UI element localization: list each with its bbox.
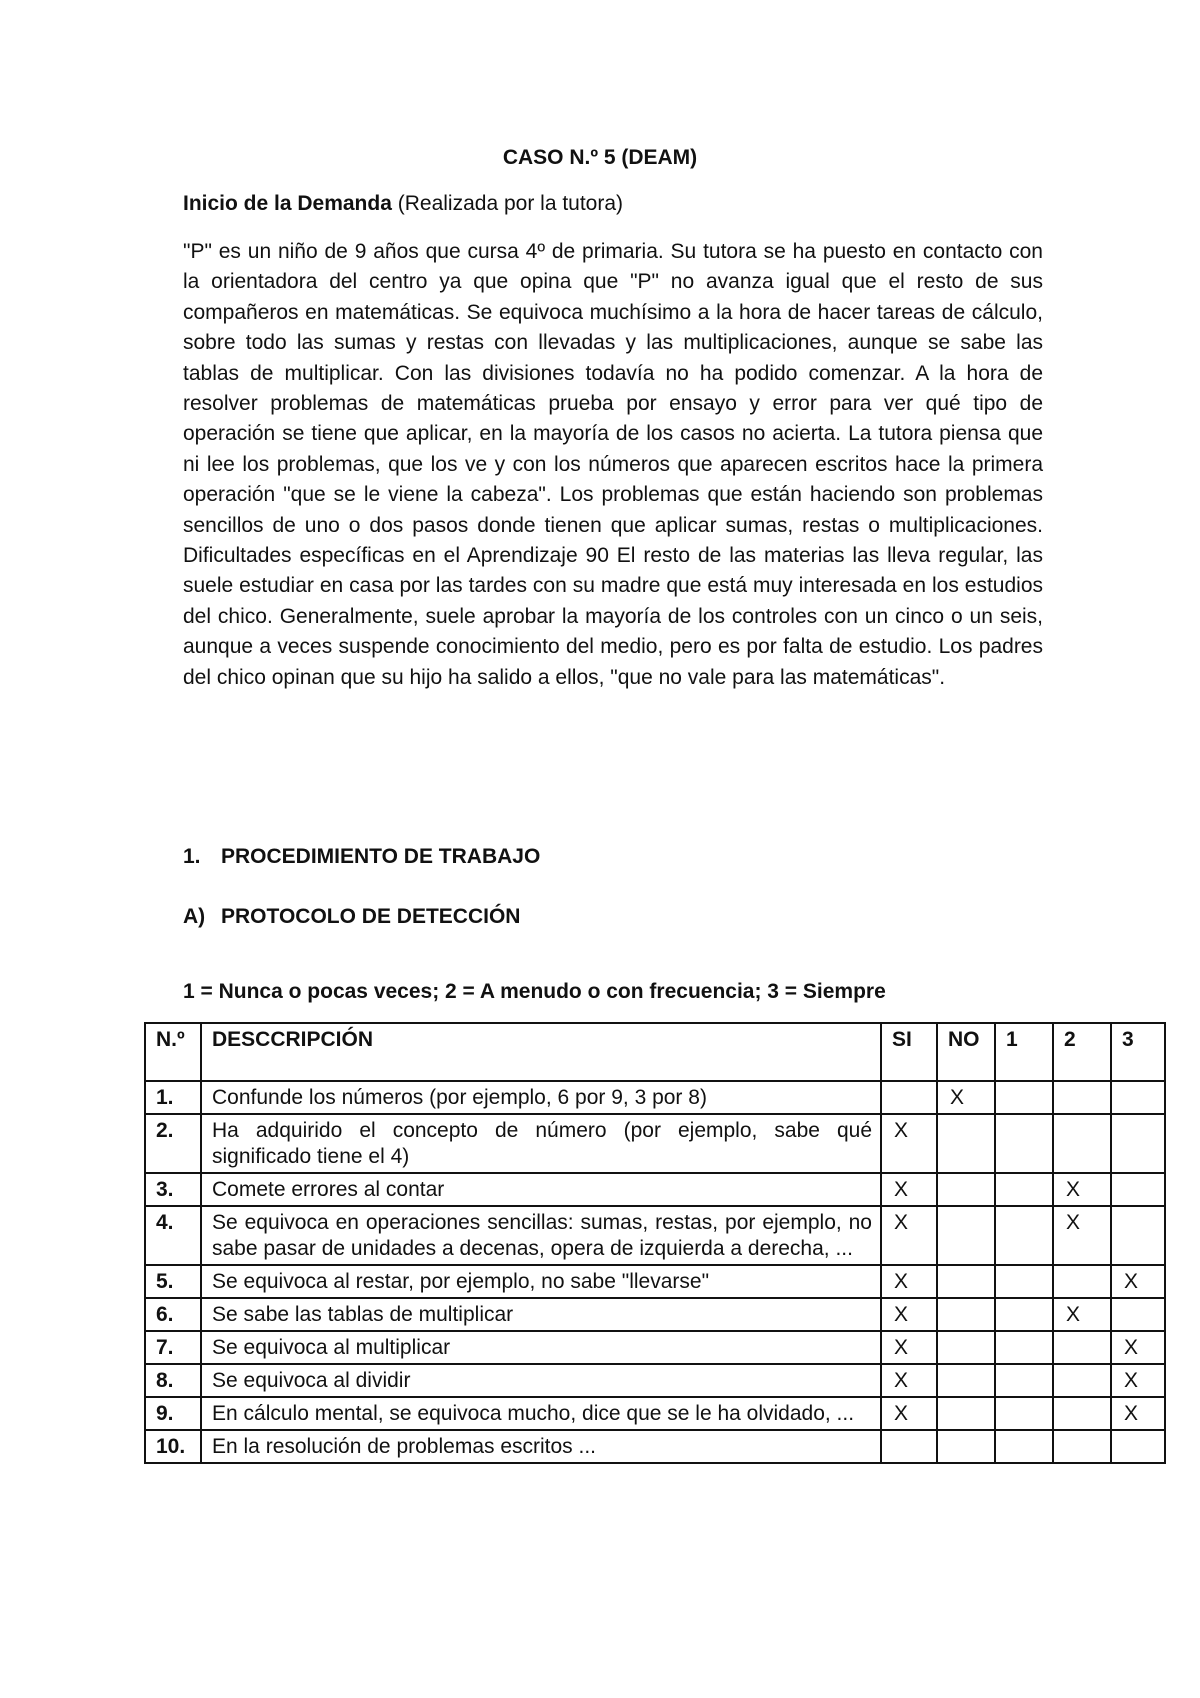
- row-number: 6.: [145, 1298, 201, 1331]
- cell-no: [937, 1206, 995, 1265]
- cell-1: [995, 1265, 1053, 1298]
- cell-2: [1053, 1430, 1111, 1463]
- row-description: Se sabe las tablas de multiplicar: [201, 1298, 881, 1331]
- cell-si: X: [881, 1298, 937, 1331]
- cell-si: X: [881, 1114, 937, 1173]
- row-number: 1.: [145, 1081, 201, 1114]
- table-row: [145, 1265, 1165, 1298]
- table-row: [145, 1397, 1165, 1430]
- header-description: DESCCRIPCIÓN: [201, 1023, 881, 1081]
- cell-no: [937, 1114, 995, 1173]
- cell-1: [995, 1081, 1053, 1114]
- cell-3: [1111, 1173, 1165, 1206]
- cell-3: X: [1111, 1364, 1165, 1397]
- table-row: [145, 1430, 1165, 1463]
- cell-3: X: [1111, 1397, 1165, 1430]
- cell-no: [937, 1173, 995, 1206]
- row-number: 4.: [145, 1206, 201, 1265]
- table-row: [145, 1081, 1165, 1114]
- cell-si: [881, 1081, 937, 1114]
- subsection-title: PROTOCOLO DE DETECCIÓN: [221, 905, 521, 928]
- cell-si: X: [881, 1173, 937, 1206]
- header-no: NO: [937, 1023, 995, 1081]
- cell-3: [1111, 1298, 1165, 1331]
- row-description: Se equivoca al multiplicar: [201, 1331, 881, 1364]
- cell-2: X: [1053, 1173, 1111, 1206]
- cell-3: [1111, 1430, 1165, 1463]
- cell-si: X: [881, 1397, 937, 1430]
- cell-3: X: [1111, 1331, 1165, 1364]
- section-heading-procedure: [183, 845, 540, 869]
- row-number: 8.: [145, 1364, 201, 1397]
- table-row: [145, 1173, 1165, 1206]
- cell-3: [1111, 1114, 1165, 1173]
- table-row: [145, 1331, 1165, 1364]
- cell-2: [1053, 1081, 1111, 1114]
- cell-1: [995, 1364, 1053, 1397]
- cell-1: [995, 1206, 1053, 1265]
- row-description: Ha adquirido el concepto de número (por ejemplo, sabe qué significado tiene el 4): [201, 1114, 881, 1173]
- cell-1: [995, 1298, 1053, 1331]
- row-description: En la resolución de problemas escritos ...: [201, 1430, 881, 1463]
- demand-note: (Realizada por la tutora): [391, 192, 624, 215]
- cell-1: [995, 1331, 1053, 1364]
- subsection-letter: A): [183, 905, 206, 928]
- cell-no: [937, 1364, 995, 1397]
- cell-no: [937, 1331, 995, 1364]
- table-row: [145, 1364, 1165, 1397]
- row-number: 3.: [145, 1173, 201, 1206]
- table-row: [145, 1298, 1165, 1331]
- cell-2: X: [1053, 1298, 1111, 1331]
- demand-heading: [183, 192, 623, 216]
- table-row: [145, 1206, 1165, 1265]
- cell-3: [1111, 1081, 1165, 1114]
- demand-label: Inicio de la Demanda: [183, 192, 392, 215]
- cell-si: X: [881, 1265, 937, 1298]
- row-description: Se equivoca en operaciones sencillas: sumas, restas, por ejemplo, no sabe pasar de unidades a decenas, opera de izquierda a derecha, ...: [201, 1206, 881, 1265]
- header-1: 1: [995, 1023, 1053, 1081]
- row-number: 5.: [145, 1265, 201, 1298]
- row-description: En cálculo mental, se equivoca mucho, dice que se le ha olvidado, ...: [201, 1397, 881, 1430]
- cell-no: [937, 1298, 995, 1331]
- cell-2: [1053, 1397, 1111, 1430]
- row-number: 10.: [145, 1430, 201, 1463]
- row-description: Comete errores al contar: [201, 1173, 881, 1206]
- document-title: CASO N.º 5 (DEAM): [502, 146, 698, 169]
- row-description: Se equivoca al restar, por ejemplo, no sabe "llevarse": [201, 1265, 881, 1298]
- cell-1: [995, 1397, 1053, 1430]
- cell-2: [1053, 1331, 1111, 1364]
- section-heading-protocol: [183, 905, 520, 929]
- cell-si: X: [881, 1331, 937, 1364]
- row-number: 7.: [145, 1331, 201, 1364]
- table-header-row: [145, 1023, 1165, 1081]
- header-number: N.º: [145, 1023, 201, 1081]
- cell-2: X: [1053, 1206, 1111, 1265]
- scale-legend: 1 = Nunca o pocas veces; 2 = A menudo o con frecuencia; 3 = Siempre: [183, 980, 886, 1003]
- row-description: Confunde los números (por ejemplo, 6 por 9, 3 por 8): [201, 1081, 881, 1114]
- cell-no: X: [937, 1081, 995, 1114]
- cell-2: [1053, 1265, 1111, 1298]
- cell-3: [1111, 1206, 1165, 1265]
- cell-si: X: [881, 1206, 937, 1265]
- row-description: Se equivoca al dividir: [201, 1364, 881, 1397]
- cell-no: [937, 1265, 995, 1298]
- case-paragraph: "P" es un niño de 9 años que cursa 4º de primaria. Su tutora se ha puesto en contacto con la orientadora del centro ya que opina que "P" no avanza igual que el resto de sus compañeros en matemáticas. Se equivoca muchísimo a la hora de hacer tareas de cálculo, sobre todo las sumas y restas con llevadas y las multiplicaciones, aunque se sabe las tablas de multiplicar. Con las divisiones todavía no ha podido comenzar. A la hora de resolver problemas de matemáticas prueba por ensayo y error para ver qué tipo de operación se tiene que aplicar, en la mayoría de los casos no acierta. La tutora piensa que ni lee los problemas, que los ve y con los números que aparecen escritos hace la primera operación "que se le viene la cabeza". Los problemas que están haciendo son problemas sencillos de uno o dos pasos donde tienen que aplicar sumas, restas o multiplicaciones. Dificultades específicas en el Aprendizaje 90 El resto de las materias las lleva regular, las suele estudiar en casa por las tardes con su madre que está muy interesada en los estudios del chico. Generalmente, suele aprobar la mayoría de los controles con un cinco o un seis, aunque a veces suspende conocimiento del medio, pero es por falta de estudio. Los padres del chico opinan que su hijo ha salido a ellos, "que no vale para las matemáticas".: [183, 240, 1043, 689]
- header-3: 3: [1111, 1023, 1165, 1081]
- cell-3: X: [1111, 1265, 1165, 1298]
- cell-no: [937, 1397, 995, 1430]
- cell-1: [995, 1173, 1053, 1206]
- detection-table: [144, 1022, 1166, 1464]
- cell-si: [881, 1430, 937, 1463]
- cell-si: X: [881, 1364, 937, 1397]
- section-title: PROCEDIMIENTO DE TRABAJO: [221, 845, 541, 868]
- cell-1: [995, 1114, 1053, 1173]
- cell-no: [937, 1430, 995, 1463]
- header-si: SI: [881, 1023, 937, 1081]
- table-row: [145, 1114, 1165, 1173]
- header-2: 2: [1053, 1023, 1111, 1081]
- cell-1: [995, 1430, 1053, 1463]
- cell-2: [1053, 1114, 1111, 1173]
- row-number: 2.: [145, 1114, 201, 1173]
- row-number: 9.: [145, 1397, 201, 1430]
- section-number: 1.: [183, 845, 201, 868]
- cell-2: [1053, 1364, 1111, 1397]
